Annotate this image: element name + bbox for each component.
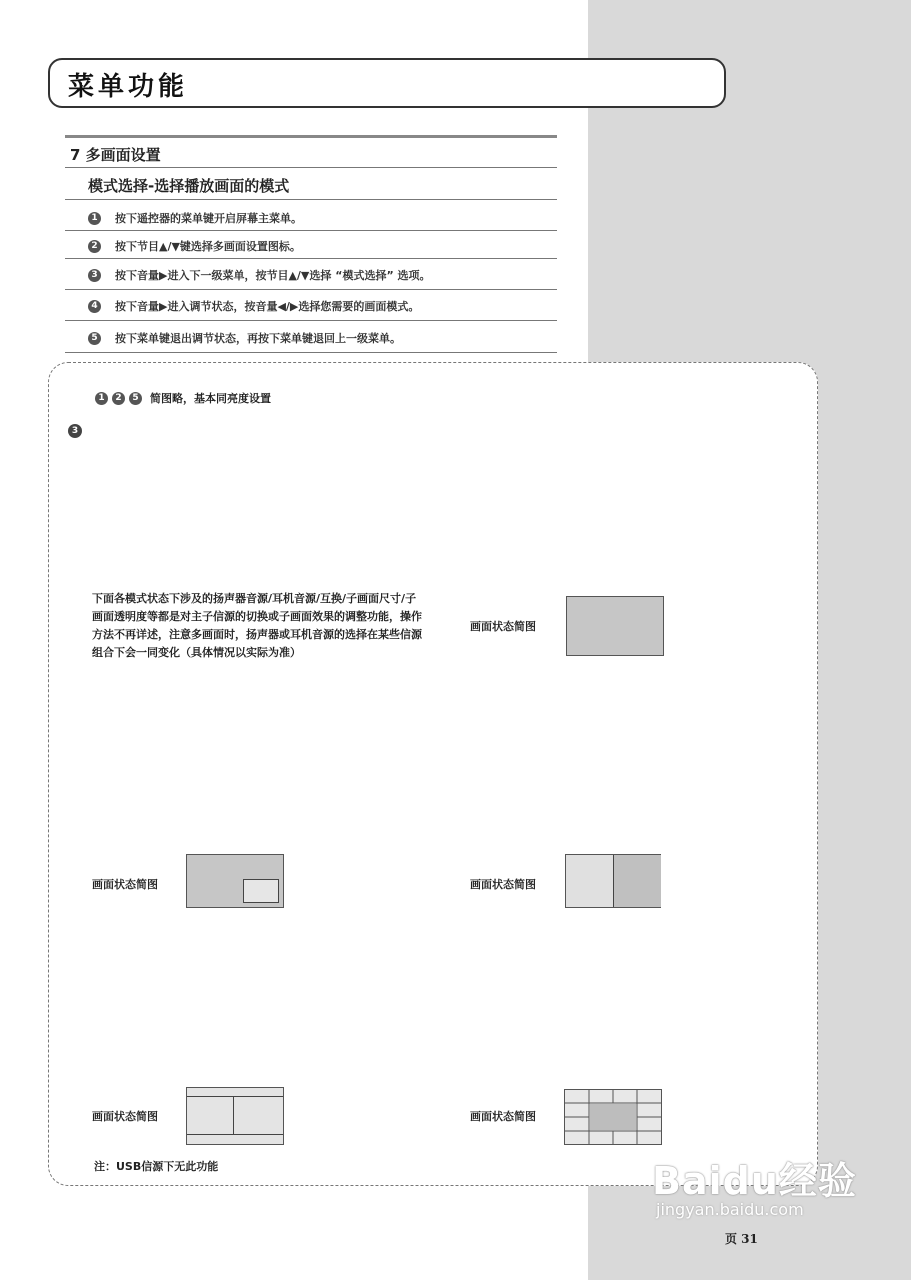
screen-step-badge: 3 <box>68 424 82 438</box>
step-text: 按下遥控器的菜单键开启屏幕主菜单。 <box>115 212 302 225</box>
illustration-panel <box>48 362 818 1186</box>
divider <box>65 230 557 231</box>
chapter-title-box <box>48 58 726 108</box>
step-text: 按下菜单键退出调节状态，再按下菜单键退回上一级菜单。 <box>115 332 401 345</box>
step-number: 1 <box>88 212 101 225</box>
step-text: 按下音量▶进入调节状态，按音量◀/▶选择您需要的画面模式。 <box>115 300 420 313</box>
step-text: 按下音量▶进入下一级菜单，按节目▲/▼选择 “模式选择” 选项。 <box>115 269 431 282</box>
pip-subwindow <box>243 879 279 903</box>
step-number: 5 <box>129 392 142 405</box>
step-number: 1 <box>95 392 108 405</box>
state-diagram-label: 画面状态简图 <box>92 878 158 891</box>
step-2 <box>88 238 301 254</box>
pop1-bottom-line <box>187 1134 283 1135</box>
step-5 <box>88 330 401 346</box>
step-text: 按下节目▲/▼键选择多画面设置图标。 <box>115 240 301 253</box>
pop2-grid <box>565 1090 661 1144</box>
footnote: 注：USB信源下无此功能 <box>94 1160 219 1173</box>
divider <box>65 289 557 290</box>
pop1-center-line <box>233 1096 234 1134</box>
divider <box>65 320 557 321</box>
state-diagram-label: 画面状态简图 <box>470 1110 536 1123</box>
pop1-diagram <box>186 1087 284 1145</box>
page-number: 页 31 <box>725 1232 758 1246</box>
step-number: 5 <box>88 332 101 345</box>
state-diagram-label: 画面状态简图 <box>470 878 536 891</box>
section-title: 7 多画面设置 <box>70 146 161 164</box>
state-diagram-label: 画面状态简图 <box>470 620 536 633</box>
intro-note <box>95 390 271 406</box>
pip-diagram <box>186 854 284 908</box>
pop1-top-line <box>187 1096 283 1097</box>
step-4 <box>88 298 419 314</box>
divider <box>65 352 557 353</box>
baidu-watermark-logo: Baidu经验 <box>652 1159 857 1203</box>
pbp-right-window <box>613 855 661 907</box>
step-3 <box>88 267 431 283</box>
chapter-title: 菜单功能 <box>68 72 189 102</box>
step-1 <box>88 210 302 226</box>
step-number: 2 <box>88 240 101 253</box>
mode-description: 下面各模式状态下涉及的扬声器音源/耳机音源/互换/子画面尺寸/子画面透明度等都是对主子信源的切换或子画面效果的调整功能，操作方法不再详述，注意多画面时，扬声器或耳机音源的选择在某些信源组合下会一同变化（具体情况以实际为准） <box>92 592 422 659</box>
intro-text: 简图略，基本同亮度设置 <box>150 392 271 405</box>
state-diagram-label: 画面状态简图 <box>92 1110 158 1123</box>
step-number: 3 <box>88 269 101 282</box>
single-picture-diagram <box>566 596 664 656</box>
divider <box>65 258 557 259</box>
divider <box>65 167 557 168</box>
pbp-diagram <box>565 854 661 908</box>
pop2-diagram <box>564 1089 662 1145</box>
divider <box>65 135 557 138</box>
divider <box>65 199 557 200</box>
step-number: 2 <box>112 392 125 405</box>
baidu-watermark-url: jingyan.baidu.com <box>656 1200 804 1219</box>
section-subtitle: 模式选择-选择播放画面的模式 <box>88 177 290 195</box>
step-number: 4 <box>88 300 101 313</box>
